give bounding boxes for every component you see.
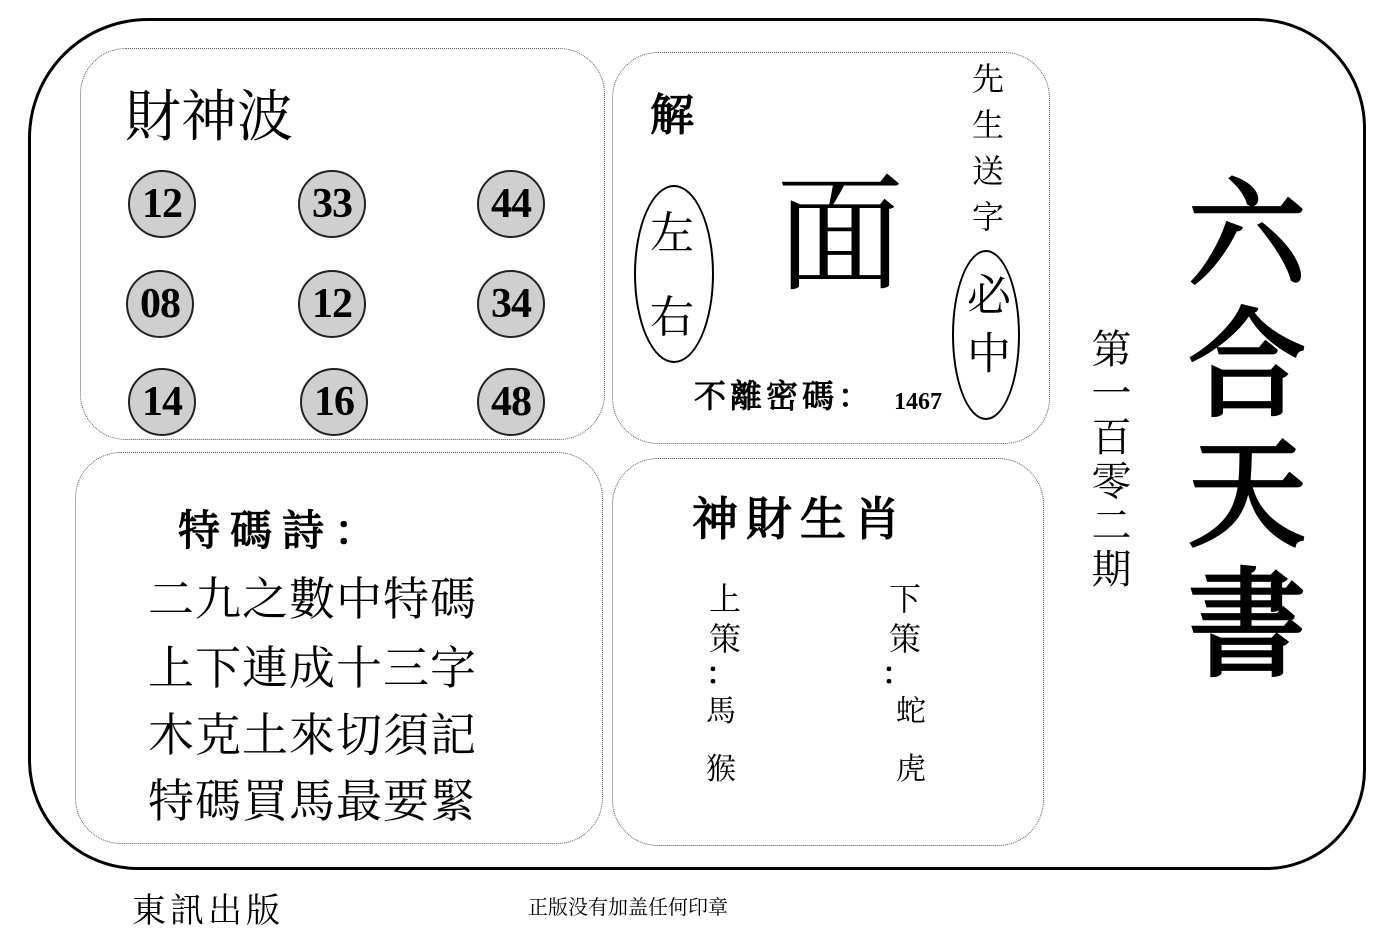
wave-number-ball: 16 [300, 368, 368, 436]
poem-line: 特碼買馬最要緊 [148, 774, 477, 828]
wave-number-ball: 44 [477, 170, 545, 238]
upper-animal: 馬 [706, 694, 736, 729]
code-label: 不離密碼： [694, 377, 875, 415]
zodiac-title: 神財生肖 [692, 492, 908, 546]
wave-number-ball: 08 [126, 270, 194, 338]
issue-number: 第一百零二期 [1085, 328, 1131, 592]
upper-colon: ： [706, 657, 736, 692]
wave-number-ball: 33 [298, 170, 366, 238]
authenticity-note: 正版没有加盖任何印章 [528, 895, 728, 919]
poem-title: 特碼詩： [178, 506, 387, 555]
poem-line: 二九之數中特碼 [148, 572, 477, 626]
teacher-text: 先生送字 [967, 62, 1005, 246]
publisher: 東訊出版 [132, 891, 284, 931]
poem-line: 木克土來切須記 [148, 708, 477, 762]
main-title: 六合天書 [1168, 172, 1307, 692]
lower-animal: 蛇 [896, 694, 926, 729]
left-word: 左 [650, 208, 694, 259]
wave-number-ball: 12 [128, 170, 196, 238]
must-hit-text: 必中 [959, 272, 1010, 388]
wave-number-ball: 12 [298, 270, 366, 338]
upper-animal: 猴 [706, 752, 736, 787]
upper-strategy-label: 上策 [704, 582, 742, 662]
right-word: 右 [650, 292, 694, 343]
wave-number-ball: 14 [128, 368, 196, 436]
solve-label: 解 [650, 90, 694, 141]
wave-number-ball: 48 [477, 368, 545, 436]
main-character: 面 [776, 161, 905, 310]
lower-colon: ： [882, 657, 912, 692]
code-value: 1467 [894, 389, 942, 415]
wave-title: 財神波 [125, 85, 293, 150]
wave-number-ball: 34 [477, 270, 545, 338]
poem-line: 上下連成十三字 [148, 641, 477, 695]
lower-strategy-label: 下策 [884, 582, 922, 662]
lower-animal: 虎 [896, 752, 926, 787]
